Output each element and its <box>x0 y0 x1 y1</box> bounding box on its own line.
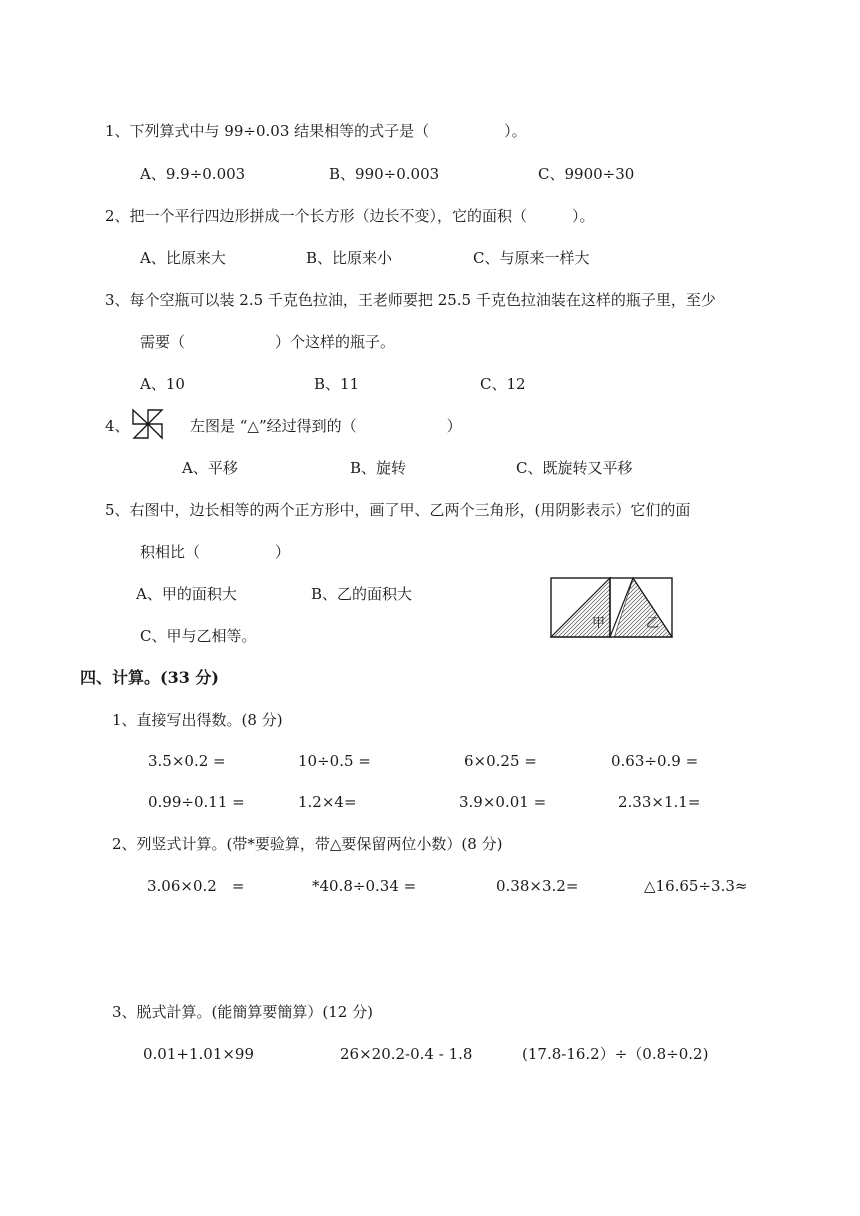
question-5-stem-line2: 积相比（ ） <box>140 543 291 561</box>
question-2-option-b: B、比原来小 <box>306 249 393 267</box>
question-4-number: 4、 <box>105 417 130 435</box>
question-3-option-a: A、10 <box>140 375 185 393</box>
question-3-option-c: C、12 <box>480 375 526 393</box>
oral-calc-1-3: 6×0.25 = <box>464 752 537 770</box>
vertical-calc-1: 3.06×0.2 = <box>147 877 245 895</box>
question-2-stem: 2、把一个平行四边形拼成一个长方形（边长不变），它的面积（ ）。 <box>105 207 595 225</box>
question-1-option-b: B、990÷0.003 <box>329 165 440 183</box>
oral-calc-2-3: 3.9×0.01 = <box>459 793 547 811</box>
question-4-option-c: C、既旋转又平移 <box>516 459 633 477</box>
section-4-heading: 四、计算。(33 分) <box>80 668 219 687</box>
vertical-calc-4: △16.65÷3.3≈ <box>644 877 748 895</box>
part-3-title: 3、脱式計算。(能簡算要簡算）(12 分) <box>112 1003 373 1021</box>
question-3-stem-line1: 3、每个空瓶可以装 2.5 千克色拉油，王老师要把 25.5 千克色拉油装在这样的瓶子里，至少 <box>105 291 716 309</box>
question-1-stem: 1、下列算式中与 99÷0.03 结果相等的式子是（ ）。 <box>105 122 527 140</box>
oral-calc-1-2: 10÷0.5 = <box>298 752 371 770</box>
question-3-stem-line2: 需要（ ）个这样的瓶子。 <box>140 333 396 351</box>
question-5-option-c: C、甲与乙相等。 <box>140 627 257 645</box>
question-2-option-c: C、与原来一样大 <box>473 249 590 267</box>
two-squares-triangles-figure <box>548 575 674 639</box>
label-jia: 甲 <box>592 616 606 631</box>
label-yi: 乙 <box>646 616 660 631</box>
question-1-option-c: C、9900÷30 <box>538 165 635 183</box>
question-5-option-b: B、乙的面积大 <box>311 585 413 603</box>
vertical-calc-3: 0.38×3.2= <box>496 877 579 895</box>
question-5-option-a: A、甲的面积大 <box>136 585 237 603</box>
part-1-title: 1、直接写出得数。(8 分) <box>112 711 283 729</box>
question-5-stem-line1: 5、右图中，边长相等的两个正方形中，画了甲、乙两个三角形，(用阴影表示）它们的面 <box>105 501 691 519</box>
oral-calc-2-4: 2.33×1.1= <box>618 793 701 811</box>
question-4-option-b: B、旋转 <box>350 459 407 477</box>
oral-calc-2-1: 0.99÷0.11 = <box>148 793 245 811</box>
question-1-option-a: A、9.9÷0.003 <box>140 165 246 183</box>
question-3-option-b: B、11 <box>314 375 360 393</box>
step-calc-3: (17.8-16.2）÷（0.8÷0.2) <box>522 1045 709 1063</box>
oral-calc-2-2: 1.2×4= <box>298 793 357 811</box>
step-calc-1: 0.01+1.01×99 <box>143 1045 255 1063</box>
rotated-triangles-figure-icon <box>131 408 165 440</box>
oral-calc-1-4: 0.63÷0.9 = <box>611 752 699 770</box>
question-4-stem: 左图是 “△”经过得到的（ ） <box>190 417 462 435</box>
part-2-title: 2、列竖式计算。(带*要验算，带△要保留两位小数）(8 分) <box>112 835 503 853</box>
vertical-calc-2: *40.8÷0.34 = <box>312 877 417 895</box>
oral-calc-1-1: 3.5×0.2 = <box>148 752 226 770</box>
question-4-option-a: A、平移 <box>182 459 238 477</box>
step-calc-2: 26×20.2-0.4 - 1.8 <box>340 1045 473 1063</box>
question-2-option-a: A、比原来大 <box>140 249 226 267</box>
